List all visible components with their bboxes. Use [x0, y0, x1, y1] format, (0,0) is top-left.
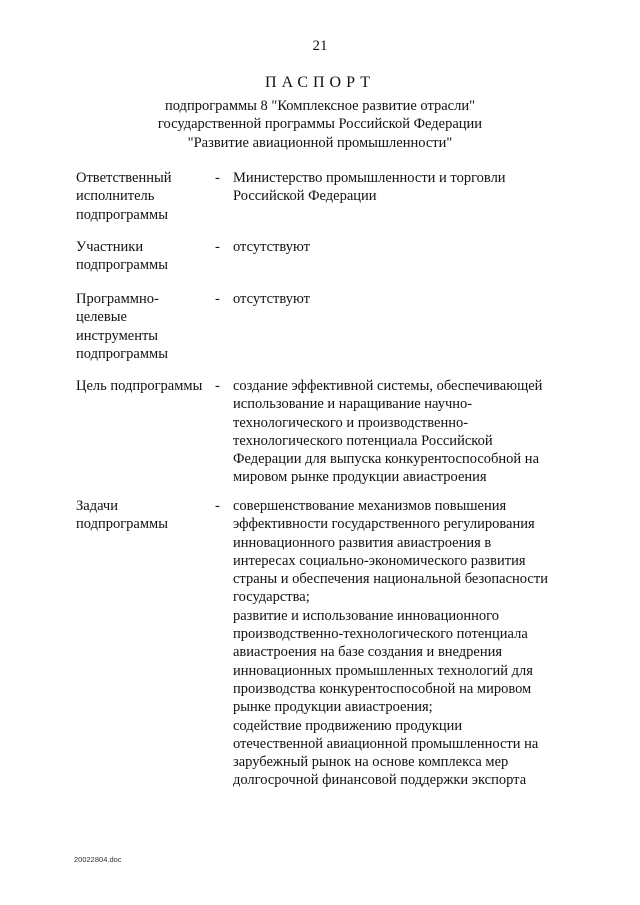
row-dash: -: [215, 498, 220, 514]
subtitle-line: "Развитие авиационной промышленности": [187, 134, 453, 151]
row-value: [233, 377, 573, 487]
page-number: 21: [312, 38, 328, 54]
value-line: развитие и использование инновационного: [233, 607, 499, 624]
label-line: Задачи: [76, 498, 118, 514]
row-value: [233, 238, 573, 256]
row-label: [76, 238, 216, 275]
row-value: [233, 290, 573, 308]
row-dash: -: [215, 239, 220, 255]
value-line: инновационного развития авиастроения в: [233, 534, 492, 551]
document-title: ПАСПОРТ: [265, 74, 375, 91]
value-line: производства конкурентоспособной на мировом: [233, 680, 532, 697]
value-line: Федерации для выпуска конкурентоспособной на: [233, 451, 540, 468]
document-subtitle: [0, 97, 640, 152]
value-line: интересах социально-экономического развития: [233, 552, 526, 569]
value-line: производственно-технологического потенциала: [233, 626, 528, 643]
value-line: использование и наращивание научно-: [233, 396, 473, 413]
value-line: технологического потенциала Российской: [233, 432, 493, 449]
row-dash: -: [215, 378, 220, 394]
value-line: Российской Федерации: [233, 188, 377, 205]
row-label: [76, 290, 216, 363]
value-line: технологического и производственно-: [233, 414, 469, 431]
row-value: [233, 169, 573, 206]
file-name-footer: 20022804.doc: [74, 855, 122, 864]
label-line: Участники: [76, 239, 144, 255]
value-line: государства;: [233, 589, 310, 606]
row-dash: -: [215, 291, 220, 307]
value-line: авиастроения на базе создания и внедрения: [233, 644, 503, 661]
label-line: подпрограммы: [76, 516, 168, 533]
value-line: мировом рынке продукции авиастроения: [233, 469, 487, 486]
row-dash: -: [215, 170, 220, 186]
label-line: подпрограммы: [76, 206, 168, 223]
row-label: [76, 377, 216, 395]
label-line: инструменты: [76, 327, 159, 344]
value-line: зарубежный рынок на основе комплекса мер: [233, 754, 509, 771]
label-line: исполнитель: [76, 188, 155, 205]
row-label: [76, 169, 216, 224]
value-line: создание эффективной системы, обеспечивающей: [233, 378, 543, 394]
label-line: Цель подпрограммы: [76, 378, 203, 394]
subtitle-line: государственной программы Российской Федерации: [157, 116, 483, 133]
value-line: рынке продукции авиастроения;: [233, 699, 433, 716]
value-line: отсутствуют: [233, 291, 310, 307]
row-label: [76, 497, 216, 534]
value-line: Министерство промышленности и торговли: [233, 170, 506, 186]
value-line: инновационных промышленных технологий для: [233, 662, 533, 679]
value-line: страны и обеспечения национальной безопасности: [233, 571, 548, 588]
value-line: отечественной авиационной промышленности на: [233, 735, 539, 752]
label-line: Ответственный: [76, 170, 172, 186]
value-line: содействие продвижению продукции: [233, 717, 463, 734]
label-line: Программно-: [76, 291, 159, 307]
value-line: совершенствование механизмов повышения: [233, 498, 507, 514]
value-line: отсутствуют: [233, 239, 310, 255]
label-line: целевые: [76, 309, 127, 326]
row-value: [233, 497, 573, 790]
value-line: долгосрочной финансовой поддержки экспорта: [233, 772, 527, 789]
subtitle-line: подпрограммы 8 "Комплексное развитие отрасли": [164, 98, 476, 114]
label-line: подпрограммы: [76, 345, 168, 362]
value-line: эффективности государственного регулирования: [233, 516, 535, 533]
label-line: подпрограммы: [76, 257, 168, 274]
